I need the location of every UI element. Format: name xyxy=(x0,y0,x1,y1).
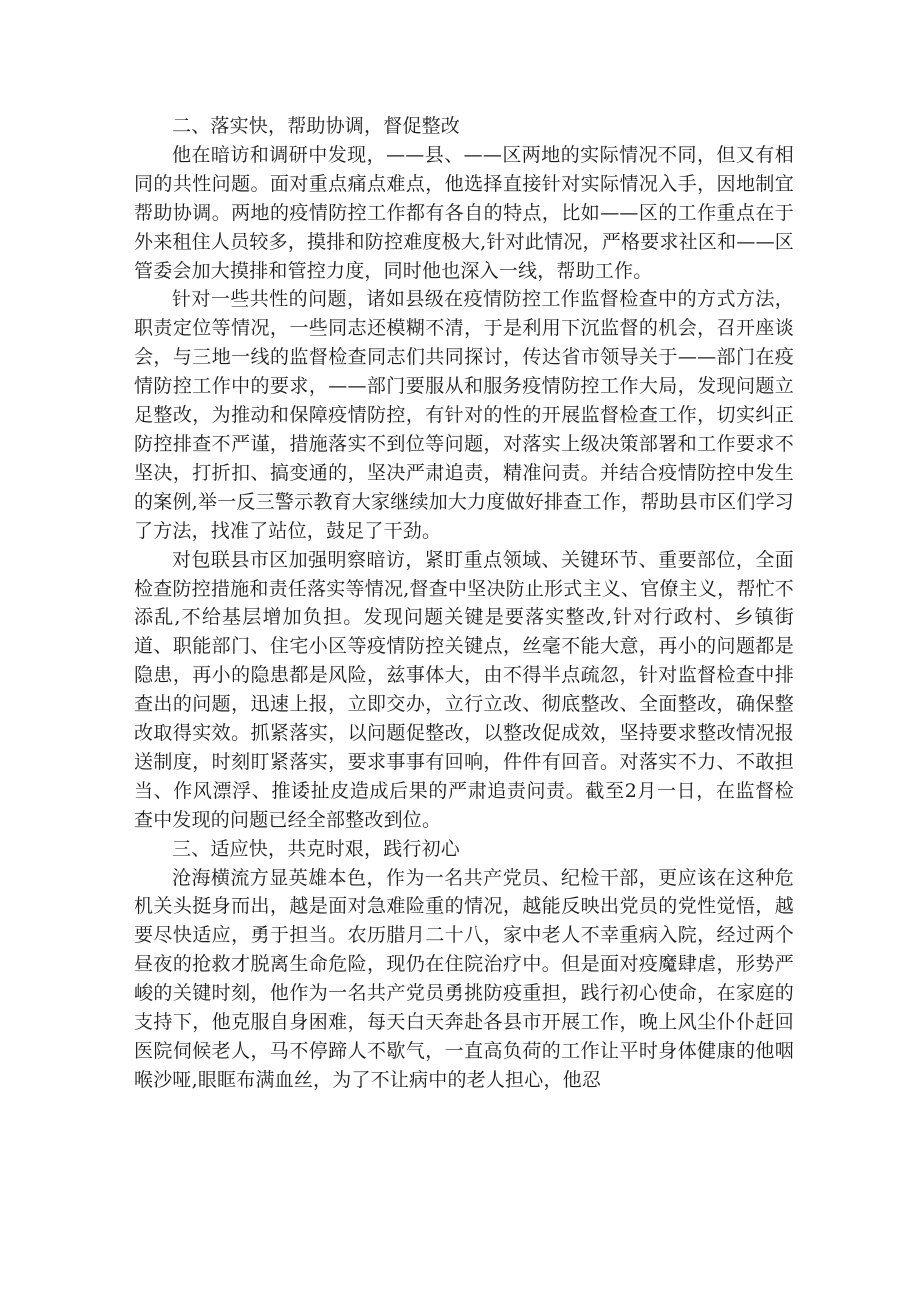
section-heading-2: 二、落实快，帮助协调，督促整改 xyxy=(172,115,461,137)
section-heading-3: 三、适应快，共克时艰，践行初心 xyxy=(172,837,461,860)
document-body xyxy=(134,112,794,1095)
paragraph-2-2: 针对一些共性的问题，诸如县级在疫情防控工作监督检查中的方式方法，职责定位等情况，一些同志还模糊不清，于是利用下沉监督的机会，召开座谈会，与三地一线的监督检查同志们共同探讨，传达省市领导关于——部门在疫情防控工作中的要求，——部门要服从和服务疫情防控工作大局，发现问题立足整改，为推动和保障疫情防控，有针对的性的开展监督检查工作，切实纠正防控排查不严谨，措施落实不到位等问题，对落实上级决策部署和工作要求不坚决，打折扣、搞变通的，坚决严肃追责，精准问责。并结合疫情防控中发生的案例,举一反三警示教育大家继续加大力度做好排查工作，帮助县市区们学习了方法，找准了站位，鼓足了干劲。 xyxy=(134,288,794,542)
paragraph-2-1: 他在暗访和调研中发现，——县、——区两地的实际情况不同，但又有相同的共性问题。面对重点痛点难点，他选择直接针对实际情况入手，因地制宜帮助协调。两地的疫情防控工作都有各自的特点，比如——区的工作重点在于外来租住人员较多，摸排和防控难度极大,针对此情况，严格要求社区和——区管委会加大摸排和管控力度，同时他也深入一线，帮助工作。 xyxy=(134,143,794,282)
paragraph-2-3: 对包联县市区加强明察暗访，紧盯重点领域、关键环节、重要部位，全面检查防控措施和责任落实等情况,督查中坚决防止形式主义、官僚主义，帮忙不添乱,不给基层增加负担。发现问题关键是要落实整改,针对行政村、乡镇街道、职能部门、住宅小区等疫情防控关键点，丝毫不能大意，再小的问题都是隐患，再小的隐患都是风险，兹事体大，由不得半点疏忽，针对监督检查中排查出的问题，迅速上报，立即交办，立行立改、彻底整改、全面整改，确保整改取得实效。抓紧落实，以问题促整改，以整改促成效，坚持要求整改情况报送制度，时刻盯紧落实，要求事事有回响，件件有回音。对落实不力、不敢担当、作风漂浮、推诿扯皮造成后果的严肃追责问责。截至2月一日，在监督检查中发现的问题已经全部整改到位。 xyxy=(134,548,794,831)
paragraph-3-1: 沧海横流方显英雄本色，作为一名共产党员、纪检干部，更应该在这种危机关头挺身而出，越是面对急难险重的情况，越能反映出党员的党性觉悟，越要尽快适应，勇于担当。农历腊月二十八，家中老人不幸重病入院，经过两个昼夜的抢救才脱离生命危险，现仍在住院治疗中。但是面对疫魔肆虐，形势严峻的关键时刻，他作为一名共产党员勇挑防疫重担，践行初心使命，在家庭的支持下，他克服自身困难，每天白天奔赴各县市开展工作，晚上风尘仆仆赶回医院伺候老人，马不停蹄人不歇气，一直高负荷的工作让平时身体健康的他咽喉沙哑,眼眶布满血丝，为了不让病中的老人担心，他忍 xyxy=(134,866,794,1091)
